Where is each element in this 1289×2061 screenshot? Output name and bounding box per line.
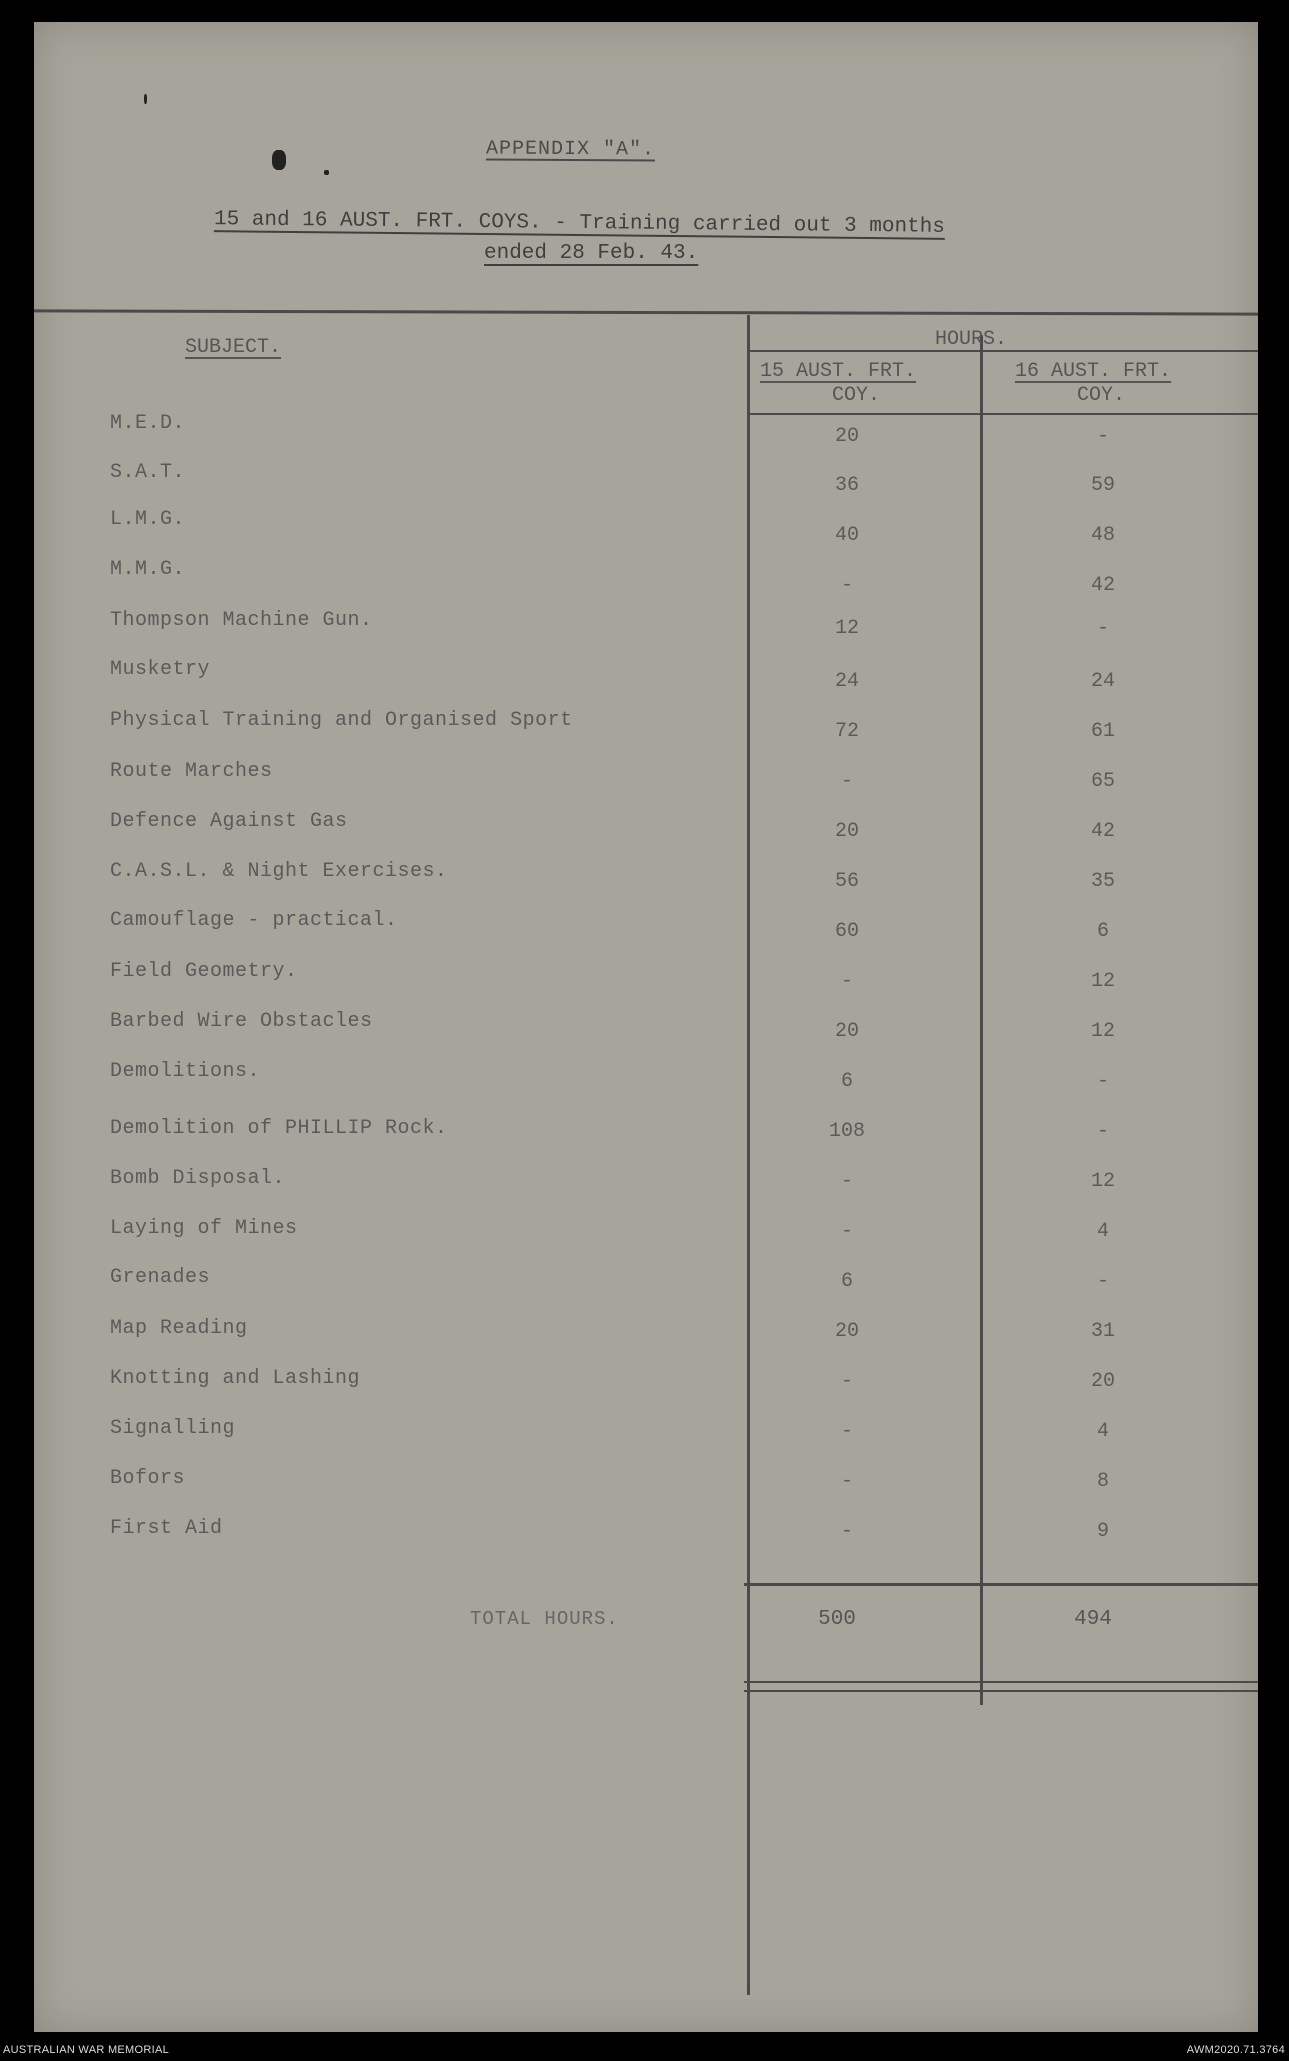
row-hours-16: 59 xyxy=(1090,474,1115,497)
total-hours-15: 500 xyxy=(818,1608,856,1631)
row-subject: Camouflage - practical. xyxy=(110,909,398,932)
row-hours-16: 12 xyxy=(1090,970,1115,993)
row-hours-15: - xyxy=(840,970,853,993)
ink-blot xyxy=(144,94,147,104)
row-hours-15: 6 xyxy=(840,1270,853,1293)
row-hours-15: - xyxy=(840,1420,853,1443)
column-divider-2 xyxy=(980,335,983,1705)
header-subject: SUBJECT. xyxy=(185,336,282,359)
row-hours-15: 24 xyxy=(834,670,859,693)
row-hours-16: 8 xyxy=(1096,1470,1109,1493)
row-subject: L.M.G. xyxy=(110,508,186,531)
total-bottom-rule-2 xyxy=(744,1690,1258,1692)
row-hours-15: - xyxy=(840,1520,853,1543)
row-subject: M.E.D. xyxy=(110,412,186,435)
row-subject: Barbed Wire Obstacles xyxy=(110,1010,373,1033)
row-hours-16: 42 xyxy=(1090,574,1115,597)
ink-blot xyxy=(324,170,329,175)
row-hours-15: 36 xyxy=(834,474,859,497)
row-hours-16: 12 xyxy=(1090,1020,1115,1043)
row-hours-16: 35 xyxy=(1090,870,1115,893)
row-subject: S.A.T. xyxy=(110,461,186,484)
row-subject: Knotting and Lashing xyxy=(110,1367,361,1390)
row-hours-15: 56 xyxy=(834,870,859,893)
row-subject: First Aid xyxy=(110,1517,223,1540)
ink-blot xyxy=(272,150,286,170)
row-subject: Route Marches xyxy=(110,760,273,783)
row-hours-16: 4 xyxy=(1096,1420,1109,1443)
header-col2-line2: COY. xyxy=(1077,384,1126,407)
row-hours-15: 20 xyxy=(834,1020,859,1043)
row-subject: M.M.G. xyxy=(110,558,186,581)
document-subtitle-line2: ended 28 Feb. 43. xyxy=(484,242,699,265)
header-hours: HOURS. xyxy=(935,328,1008,351)
row-hours-16: 61 xyxy=(1090,720,1115,743)
row-subject: Demolition of PHILLIP Rock. xyxy=(110,1117,448,1140)
row-subject: Map Reading xyxy=(110,1317,248,1340)
row-hours-16: 42 xyxy=(1090,820,1115,843)
document-subtitle: 15 and 16 AUST. FRT. COYS. - Training carried out 3 months xyxy=(213,208,946,239)
row-hours-15: - xyxy=(840,1170,853,1193)
document-title: APPENDIX "A". xyxy=(485,137,656,162)
row-hours-16: - xyxy=(1096,1070,1109,1093)
row-hours-15: - xyxy=(840,770,853,793)
row-hours-15: - xyxy=(840,1370,853,1393)
row-hours-16: 24 xyxy=(1090,670,1115,693)
row-hours-15: 20 xyxy=(834,425,859,448)
footer-accession-number: AWM2020.71.3764 xyxy=(1186,2044,1285,2056)
row-hours-15: 40 xyxy=(834,524,859,547)
row-subject: Bomb Disposal. xyxy=(110,1167,286,1190)
total-hours-16: 494 xyxy=(1074,1608,1112,1631)
row-subject: Defence Against Gas xyxy=(110,810,348,833)
row-hours-15: 20 xyxy=(834,1320,859,1343)
row-subject: Signalling xyxy=(110,1417,236,1440)
row-subject: Laying of Mines xyxy=(110,1217,298,1240)
row-hours-16: - xyxy=(1096,1120,1109,1143)
row-subject: Bofors xyxy=(110,1467,186,1490)
column-divider-1 xyxy=(747,315,750,1995)
row-hours-16: - xyxy=(1096,617,1109,640)
row-subject: Musketry xyxy=(110,658,211,681)
row-hours-16: 4 xyxy=(1096,1220,1109,1243)
row-hours-15: 6 xyxy=(840,1070,853,1093)
row-hours-16: 20 xyxy=(1090,1370,1115,1393)
row-hours-16: - xyxy=(1096,425,1109,448)
row-hours-16: 6 xyxy=(1096,920,1109,943)
header-col1-line2: COY. xyxy=(832,384,881,407)
row-hours-15: 72 xyxy=(834,720,859,743)
row-subject: Thompson Machine Gun. xyxy=(110,609,373,632)
row-hours-16: 65 xyxy=(1090,770,1115,793)
row-hours-16: 9 xyxy=(1096,1520,1109,1543)
row-subject: C.A.S.L. & Night Exercises. xyxy=(110,860,448,883)
row-hours-15: - xyxy=(840,1220,853,1243)
row-hours-15: - xyxy=(840,1470,853,1493)
header-col2-line1: 16 AUST. FRT. xyxy=(1015,360,1172,383)
row-subject: Physical Training and Organised Sport xyxy=(110,709,573,732)
row-subject: Grenades xyxy=(110,1266,211,1289)
footer-credit: AUSTRALIAN WAR MEMORIAL xyxy=(3,2044,170,2056)
row-subject: Field Geometry. xyxy=(110,960,298,983)
header-bottom-rule xyxy=(748,413,1258,415)
total-label: TOTAL HOURS. xyxy=(470,1608,619,1630)
row-hours-16: 48 xyxy=(1090,524,1115,547)
row-hours-16: - xyxy=(1096,1270,1109,1293)
header-col1-line1: 15 AUST. FRT. xyxy=(760,360,917,383)
total-bottom-rule-1 xyxy=(744,1681,1258,1683)
row-hours-16: 12 xyxy=(1090,1170,1115,1193)
total-top-rule xyxy=(744,1583,1258,1586)
row-hours-16: 31 xyxy=(1090,1320,1115,1343)
row-subject: Demolitions. xyxy=(110,1060,261,1083)
row-hours-15: 20 xyxy=(834,820,859,843)
row-hours-15: 108 xyxy=(828,1120,865,1143)
row-hours-15: - xyxy=(840,574,853,597)
row-hours-15: 12 xyxy=(834,617,859,640)
row-hours-15: 60 xyxy=(834,920,859,943)
